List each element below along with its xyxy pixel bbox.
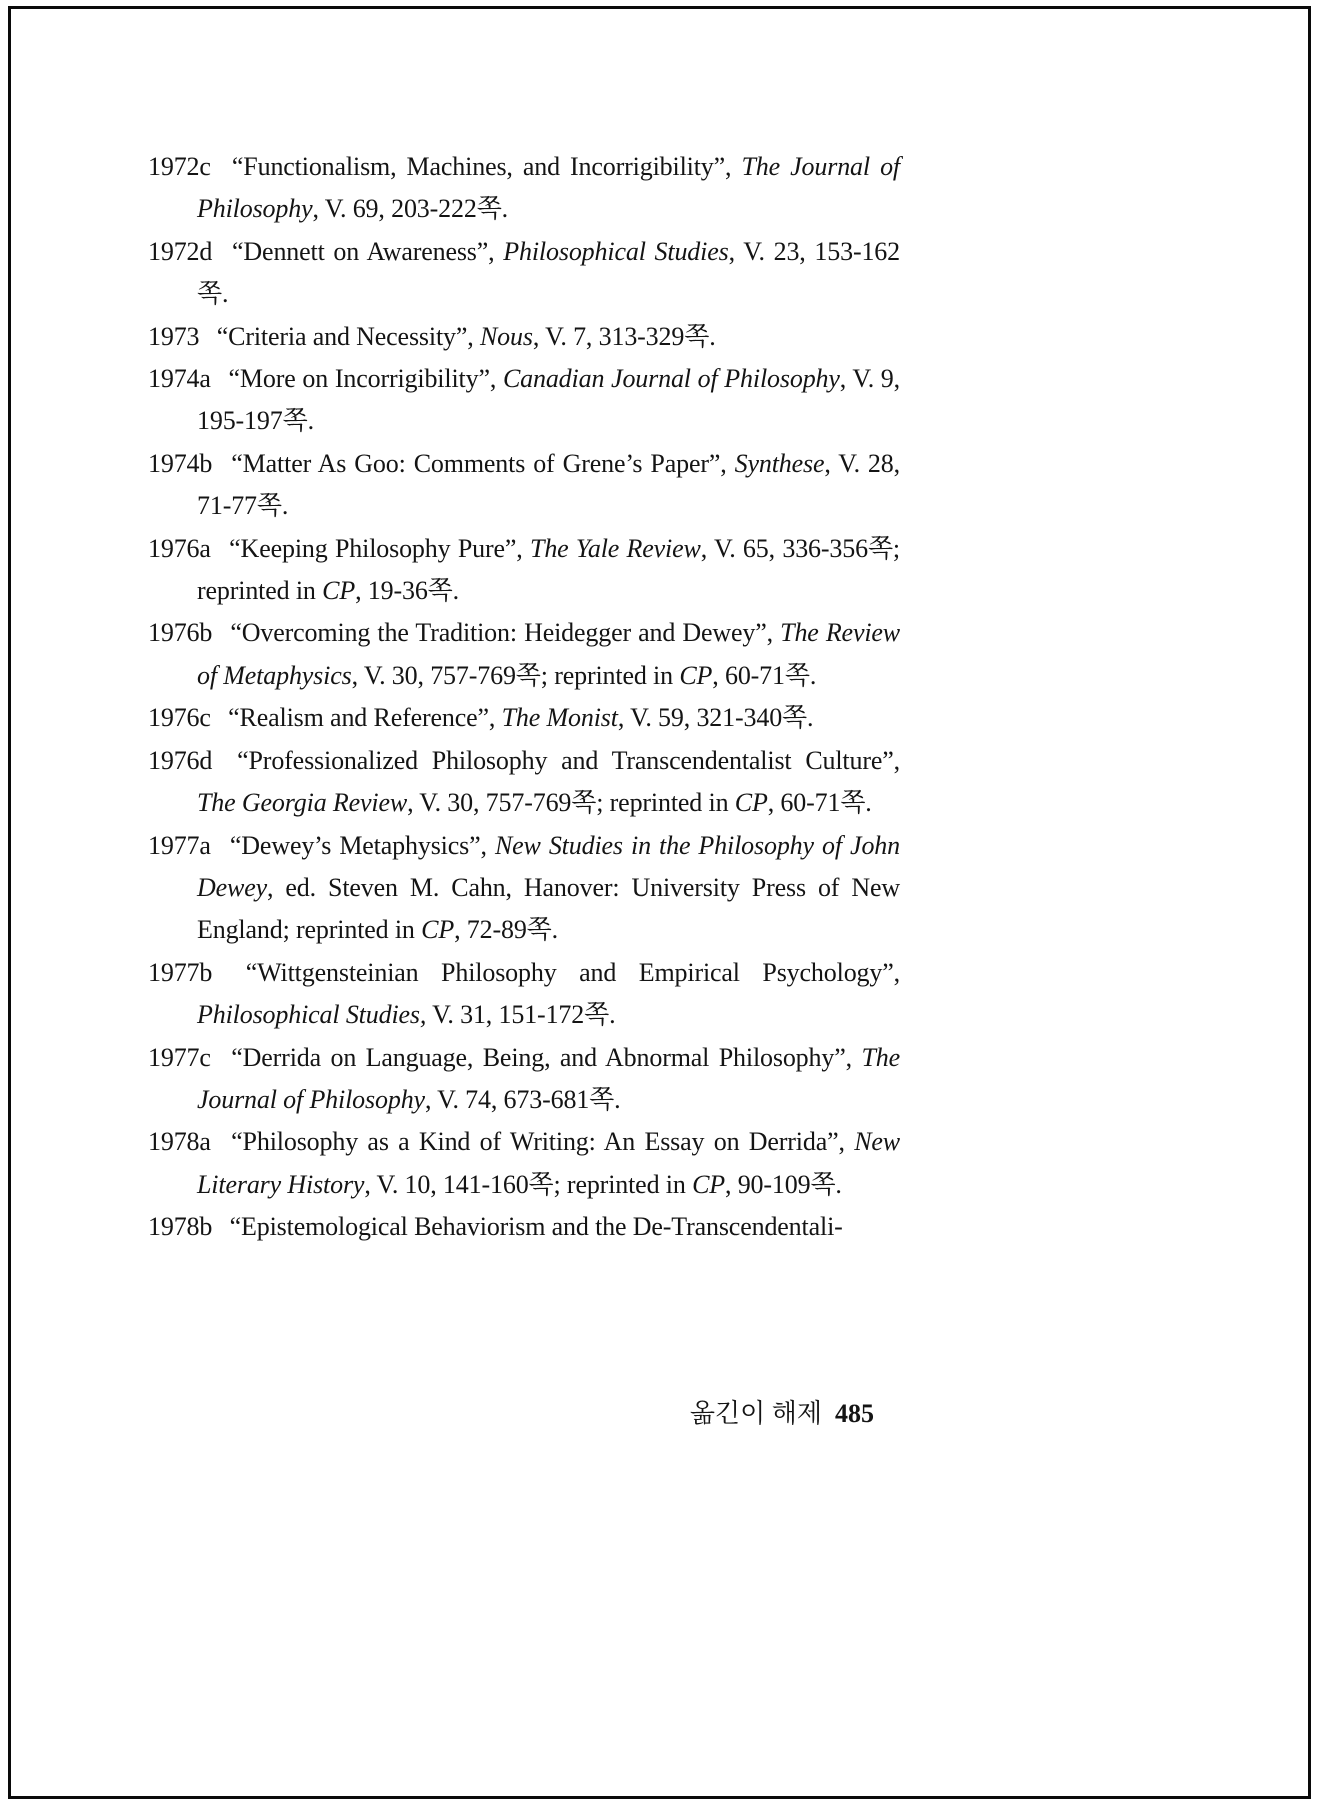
work-title: The Review of Metaphysics <box>197 618 900 690</box>
work-title: Nous <box>479 321 533 351</box>
entry-year-label: 1977a <box>148 830 211 860</box>
entry-year-label: 1978a <box>148 1127 211 1157</box>
entry-text: V. 31, 151-172쪽. <box>426 1000 616 1030</box>
entry-text: “Epistemological Behaviorism and the De-Transcendentali- <box>229 1212 843 1242</box>
work-title: CP <box>692 1169 725 1199</box>
entry-text: , V. 74, 673-681쪽. <box>424 1084 621 1114</box>
work-title: The Georgia Review <box>197 788 408 818</box>
entry-text: , V. 59, 321-340쪽. <box>617 703 814 733</box>
entry-year-label: 1976a <box>148 533 211 563</box>
entry-year-label: 1976c <box>148 703 211 733</box>
entry-text: “Criteria and Necessity”, <box>216 321 480 351</box>
entry-text: “Keeping Philosophy Pure”, <box>229 533 531 563</box>
entry-year-label: 1976d <box>148 745 213 775</box>
entry-text: , V. 30, 757-769쪽; reprinted in <box>407 788 735 818</box>
entry-text: , V. 23, 153-162쪽. <box>197 236 901 309</box>
bib-entry <box>148 825 900 952</box>
work-title: CP <box>421 915 455 945</box>
entry-year-label: 1976b <box>148 618 213 648</box>
entry-text: , V. 28, 71-77쪽. <box>197 448 900 521</box>
entry-year-label: 1977b <box>148 957 213 987</box>
entry-text: , V. 10, 141-160쪽; reprinted in <box>364 1169 693 1199</box>
entry-text: , 60-71쪽. <box>712 660 817 690</box>
entry-year-label: 1977c <box>148 1042 211 1072</box>
work-title: The Journal of Philosophy <box>197 152 900 224</box>
entry-text: “Philosophy as a Kind of Writing: An Essay on Derrida”, <box>231 1127 855 1157</box>
entry-text: “Wittgensteinian Philosophy and Empirical Psychology”, <box>245 957 900 987</box>
entry-text: “Dennett on Awareness”, <box>232 236 504 266</box>
work-title: CP <box>734 788 768 818</box>
bib-entry <box>148 952 900 1037</box>
entry-year-label: 1972d <box>148 236 213 266</box>
bib-entry <box>148 1037 900 1122</box>
entry-text: , V. 30, 757-769쪽; reprinted in <box>351 660 680 690</box>
bib-entry <box>148 231 900 316</box>
work-title: New Literary History <box>197 1127 900 1199</box>
entry-text: , 72-89쪽. <box>454 915 559 945</box>
work-title: CP <box>679 660 713 690</box>
bib-entry <box>148 443 900 528</box>
entry-text: , V. 65, 336-356쪽; reprinted in <box>197 533 900 606</box>
work-title: Canadian Journal of Philosophy <box>502 364 840 394</box>
bib-entry <box>148 316 900 358</box>
bib-entry <box>148 740 900 825</box>
entry-text: , 19-36쪽. <box>355 576 459 606</box>
entry-text: , ed. Steven M. Cahn, Hanover: University Press of New England; reprinted in <box>197 872 900 945</box>
entry-text: “Professionalized Philosophy and Transcendentalist Culture”, <box>237 745 900 775</box>
entry-text: “Overcoming the Tradition: Heidegger and Dewey”, <box>230 618 781 648</box>
work-title: The Yale Review <box>530 533 701 563</box>
entry-year-label: 1974a <box>148 364 211 394</box>
entry-year-label: 1973 <box>148 321 200 351</box>
entry-year-label: 1972c <box>148 152 211 181</box>
entry-year-label: 1978b <box>148 1212 213 1242</box>
entry-text: , V. 9, 195-197쪽. <box>197 364 900 436</box>
entry-text: “Functionalism, Machines, and Incorrigibility”, <box>231 152 742 181</box>
entry-year-label: 1974b <box>148 448 213 478</box>
footer <box>148 1397 874 1431</box>
work-title: Synthese <box>734 448 825 478</box>
entry-text: “Realism and Reference”, <box>228 703 502 733</box>
bibliography-list <box>148 146 900 1249</box>
footer-page-number: 485 <box>835 1399 874 1428</box>
bib-entry <box>148 612 900 697</box>
entry-text: “Dewey’s Metaphysics”, <box>229 830 495 860</box>
entry-text: , 90-109쪽. <box>725 1169 842 1199</box>
entry-text: , 60-71쪽. <box>767 788 872 818</box>
work-title: Philosophical Studies <box>503 236 729 266</box>
entry-text: , V. 69, 203-222쪽. <box>312 194 509 224</box>
bib-entry <box>148 358 900 443</box>
bib-entry <box>148 697 900 739</box>
entry-text: , V. 7, 313-329쪽. <box>532 321 716 351</box>
bib-entry <box>148 146 900 231</box>
work-title: New Studies in the Philosophy of John Dewey <box>197 830 900 902</box>
entry-text: “Derrida on Language, Being, and Abnormal Philosophy”, <box>231 1042 862 1072</box>
entry-text: “More on Incorrigibility”, <box>228 364 503 394</box>
bib-entry <box>148 1121 900 1206</box>
work-title: The Monist <box>501 703 618 733</box>
work-title: Philosophical Studies, <box>197 1000 427 1030</box>
entry-text: “Matter As Goo: Comments of Grene’s Paper”, <box>231 448 735 478</box>
footer-label: 옮긴이 해제 <box>689 1399 822 1428</box>
bib-entry <box>148 1206 900 1248</box>
bib-entry <box>148 528 900 613</box>
work-title: The Journal of Philosophy <box>197 1042 900 1114</box>
work-title: CP <box>322 576 356 606</box>
